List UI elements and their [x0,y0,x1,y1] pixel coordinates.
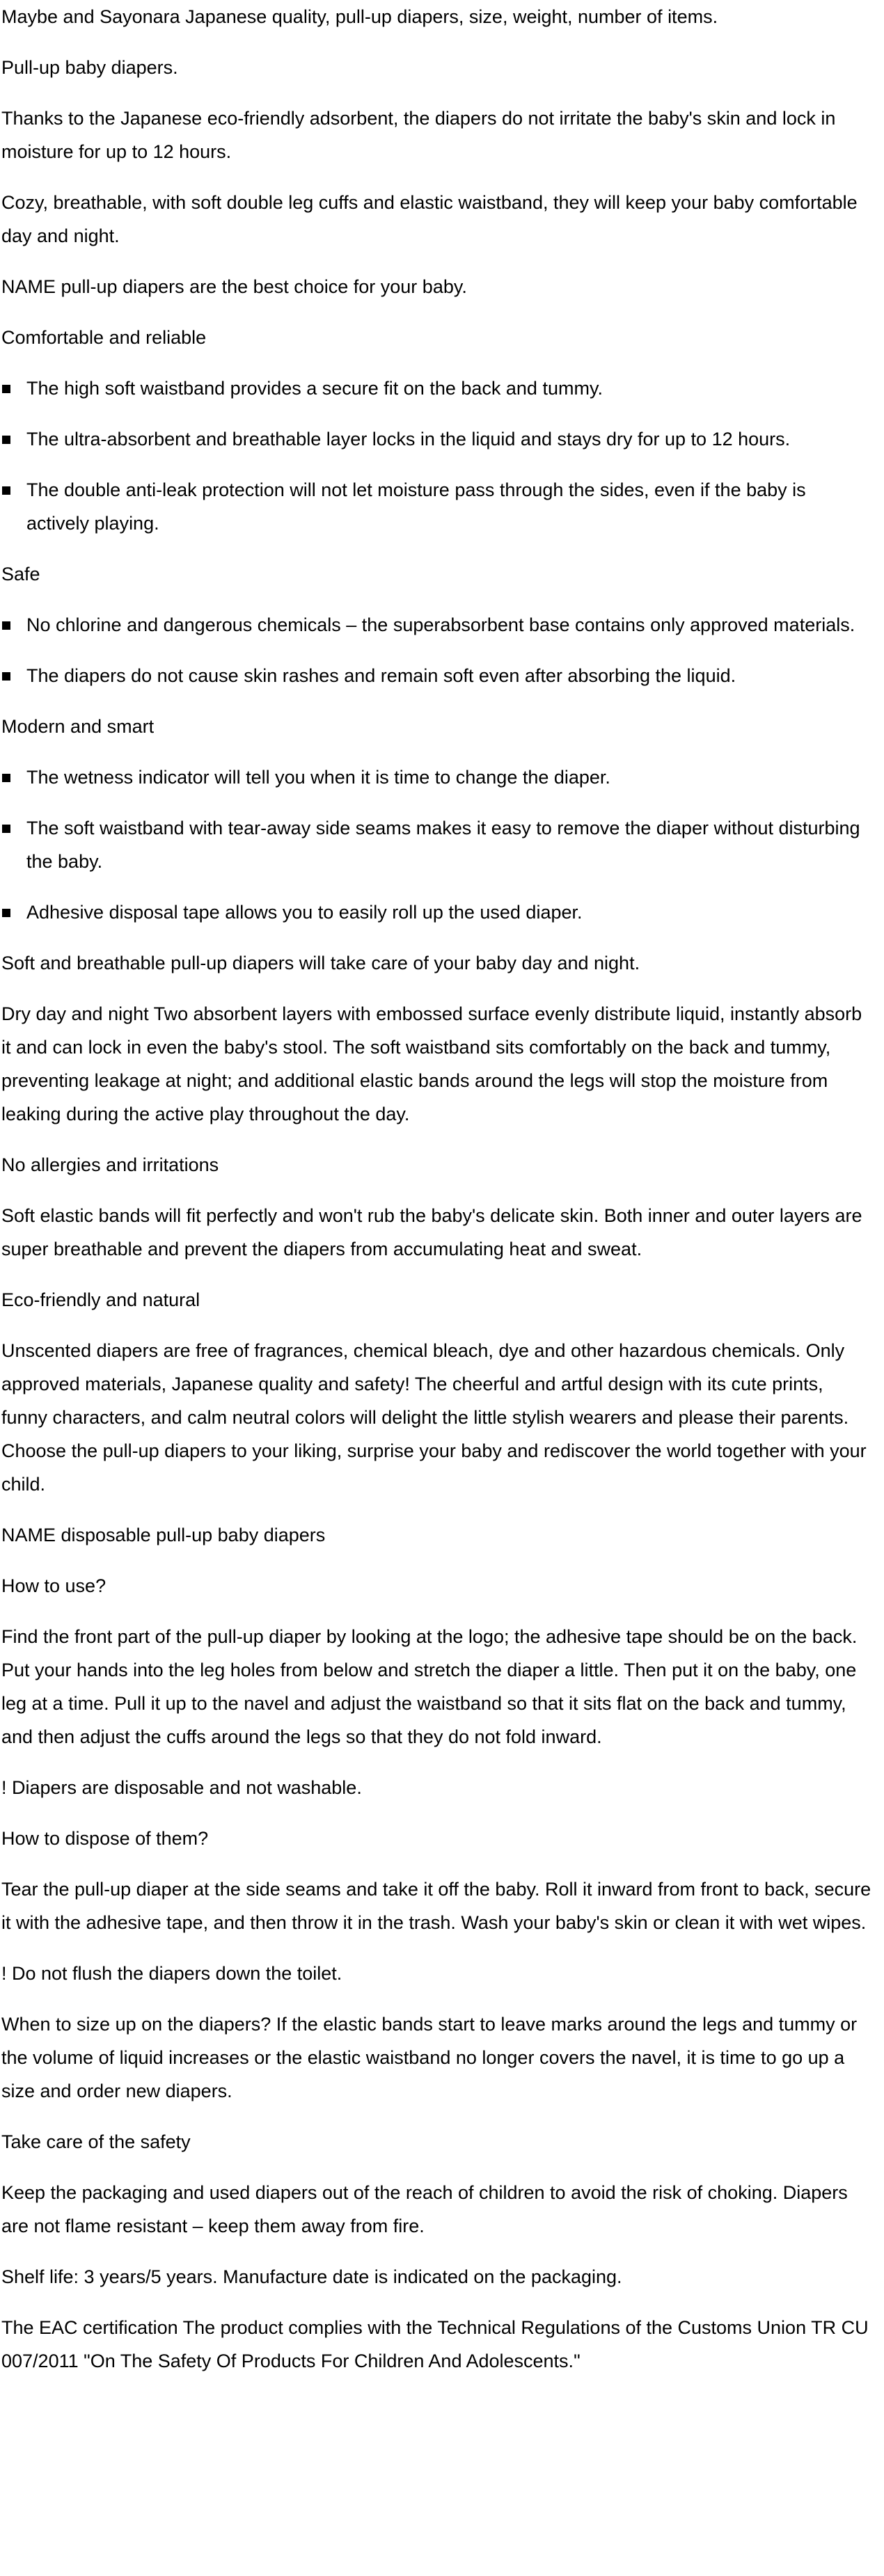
paragraph: No allergies and irritations [1,1154,219,1175]
list-item-text: The double anti-leak protection will not let moisture pass through the sides, even if the baby is actively playing. [26,479,806,534]
list-item [1,422,871,456]
list-item-text: The soft waistband with tear-away side seams makes it easy to remove the diaper without disturbing the baby. [26,818,860,872]
feature-list [1,372,871,540]
feature-list [1,761,871,929]
paragraph: Keep the packaging and used diapers out of the reach of children to avoid the risk of choking. Diapers are not flame resistant – keep them away from fire. [1,2182,848,2236]
list-item-text: The high soft waistband provides a secure fit on the back and tummy. [26,378,603,399]
paragraph: NAME disposable pull-up baby diapers [1,1525,326,1545]
bullet-square-icon [2,909,10,917]
list-item [1,761,871,794]
paragraph: NAME pull-up diapers are the best choice for your baby. [1,276,467,297]
paragraph: How to use? [1,1575,106,1596]
list-item-text: Adhesive disposal tape allows you to easily roll up the used diaper. [26,902,583,923]
paragraph: The EAC certification The product complies with the Technical Regulations of the Customs Union TR CU 007/2011 "On The Safety Of Products For Children And Adolescents." [1,2317,869,2371]
list-item-text: The wetness indicator will tell you when it is time to change the diaper. [26,767,610,788]
paragraph: Unscented diapers are free of fragrances, chemical bleach, dye and other hazardous chemicals. Only approved materials, Japanese quality and safety! The cheerful and artful design with its cute prints, funny characters, and calm neutral colors will delight the little stylish wearers and please their parents. Choose the pull-up diapers to your liking, surprise your baby and rediscover the world together with your child. [1,1340,867,1495]
bullet-square-icon [2,385,10,393]
paragraph: Comfortable and reliable [1,327,207,348]
list-item [1,896,871,929]
bullet-square-icon [2,486,10,495]
paragraph: How to dispose of them? [1,1828,209,1849]
paragraph: Modern and smart [1,716,155,737]
list-item [1,811,871,878]
list-item-text: No chlorine and dangerous chemicals – the superabsorbent base contains only approved materials. [26,614,855,635]
paragraph: Soft and breathable pull-up diapers will take care of your baby day and night. [1,953,640,973]
list-item [1,659,871,692]
bullet-square-icon [2,774,10,782]
paragraph: When to size up on the diapers? If the elastic bands start to leave marks around the legs and tummy or the volume of liquid increases or the elastic waistband no longer covers the navel, it is time to go up a size and order new diapers. [1,2014,858,2101]
list-item [1,473,871,540]
bullet-square-icon [2,672,10,681]
paragraph: Pull-up baby diapers. [1,57,178,78]
paragraph: Safe [1,564,40,585]
paragraph: Cozy, breathable, with soft double leg cuffs and elastic waistband, they will keep your baby comfortable day and night. [1,192,858,246]
paragraph: ! Diapers are disposable and not washable. [1,1777,362,1798]
paragraph: Eco-friendly and natural [1,1289,200,1310]
paragraph: Thanks to the Japanese eco-friendly adsorbent, the diapers do not irritate the baby's skin and lock in moisture for up to 12 hours. [1,108,836,162]
paragraph: Soft elastic bands will fit perfectly and won't rub the baby's delicate skin. Both inner and outer layers are super breathable and prevent the diapers from accumulating heat and sweat. [1,1205,862,1259]
bullet-square-icon [2,825,10,833]
list-item-text: The diapers do not cause skin rashes and remain soft even after absorbing the liquid. [26,665,736,686]
paragraph: Maybe and Sayonara Japanese quality, pull-up diapers, size, weight, number of items. [1,6,718,27]
bullet-square-icon [2,436,10,444]
bullet-square-icon [2,621,10,630]
paragraph: Tear the pull-up diaper at the side seams and take it off the baby. Roll it inward from front to back, secure it with the adhesive tape, and then throw it in the trash. Wash your baby's skin or clean it with wet wipes. [1,1879,871,1933]
paragraph: Dry day and night Two absorbent layers with embossed surface evenly distribute liquid, instantly absorb it and can lock in even the baby's stool. The soft waistband sits comfortably on the back and tummy, preventing leakage at night; and additional elastic bands around the legs will stop the moisture from leaking during the active play throughout the day. [1,1003,862,1124]
paragraph: Take care of the safety [1,2131,191,2152]
paragraph: Shelf life: 3 years/5 years. Manufacture date is indicated on the packaging. [1,2266,622,2287]
list-item [1,608,871,642]
feature-list [1,608,871,692]
list-item [1,372,871,405]
paragraph: Find the front part of the pull-up diaper by looking at the logo; the adhesive tape should be on the back. Put your hands into the leg holes from below and stretch the diaper a little. Then put it on the baby, one leg at a time. Pull it up to the navel and adjust the waistband so that it sits flat on the back and tummy, and then adjust the cuffs around the legs so that they do not fold inward. [1,1626,858,1747]
list-item-text: The ultra-absorbent and breathable layer locks in the liquid and stays dry for up to 12 hours. [26,429,791,450]
paragraph: ! Do not flush the diapers down the toilet. [1,1963,342,1984]
